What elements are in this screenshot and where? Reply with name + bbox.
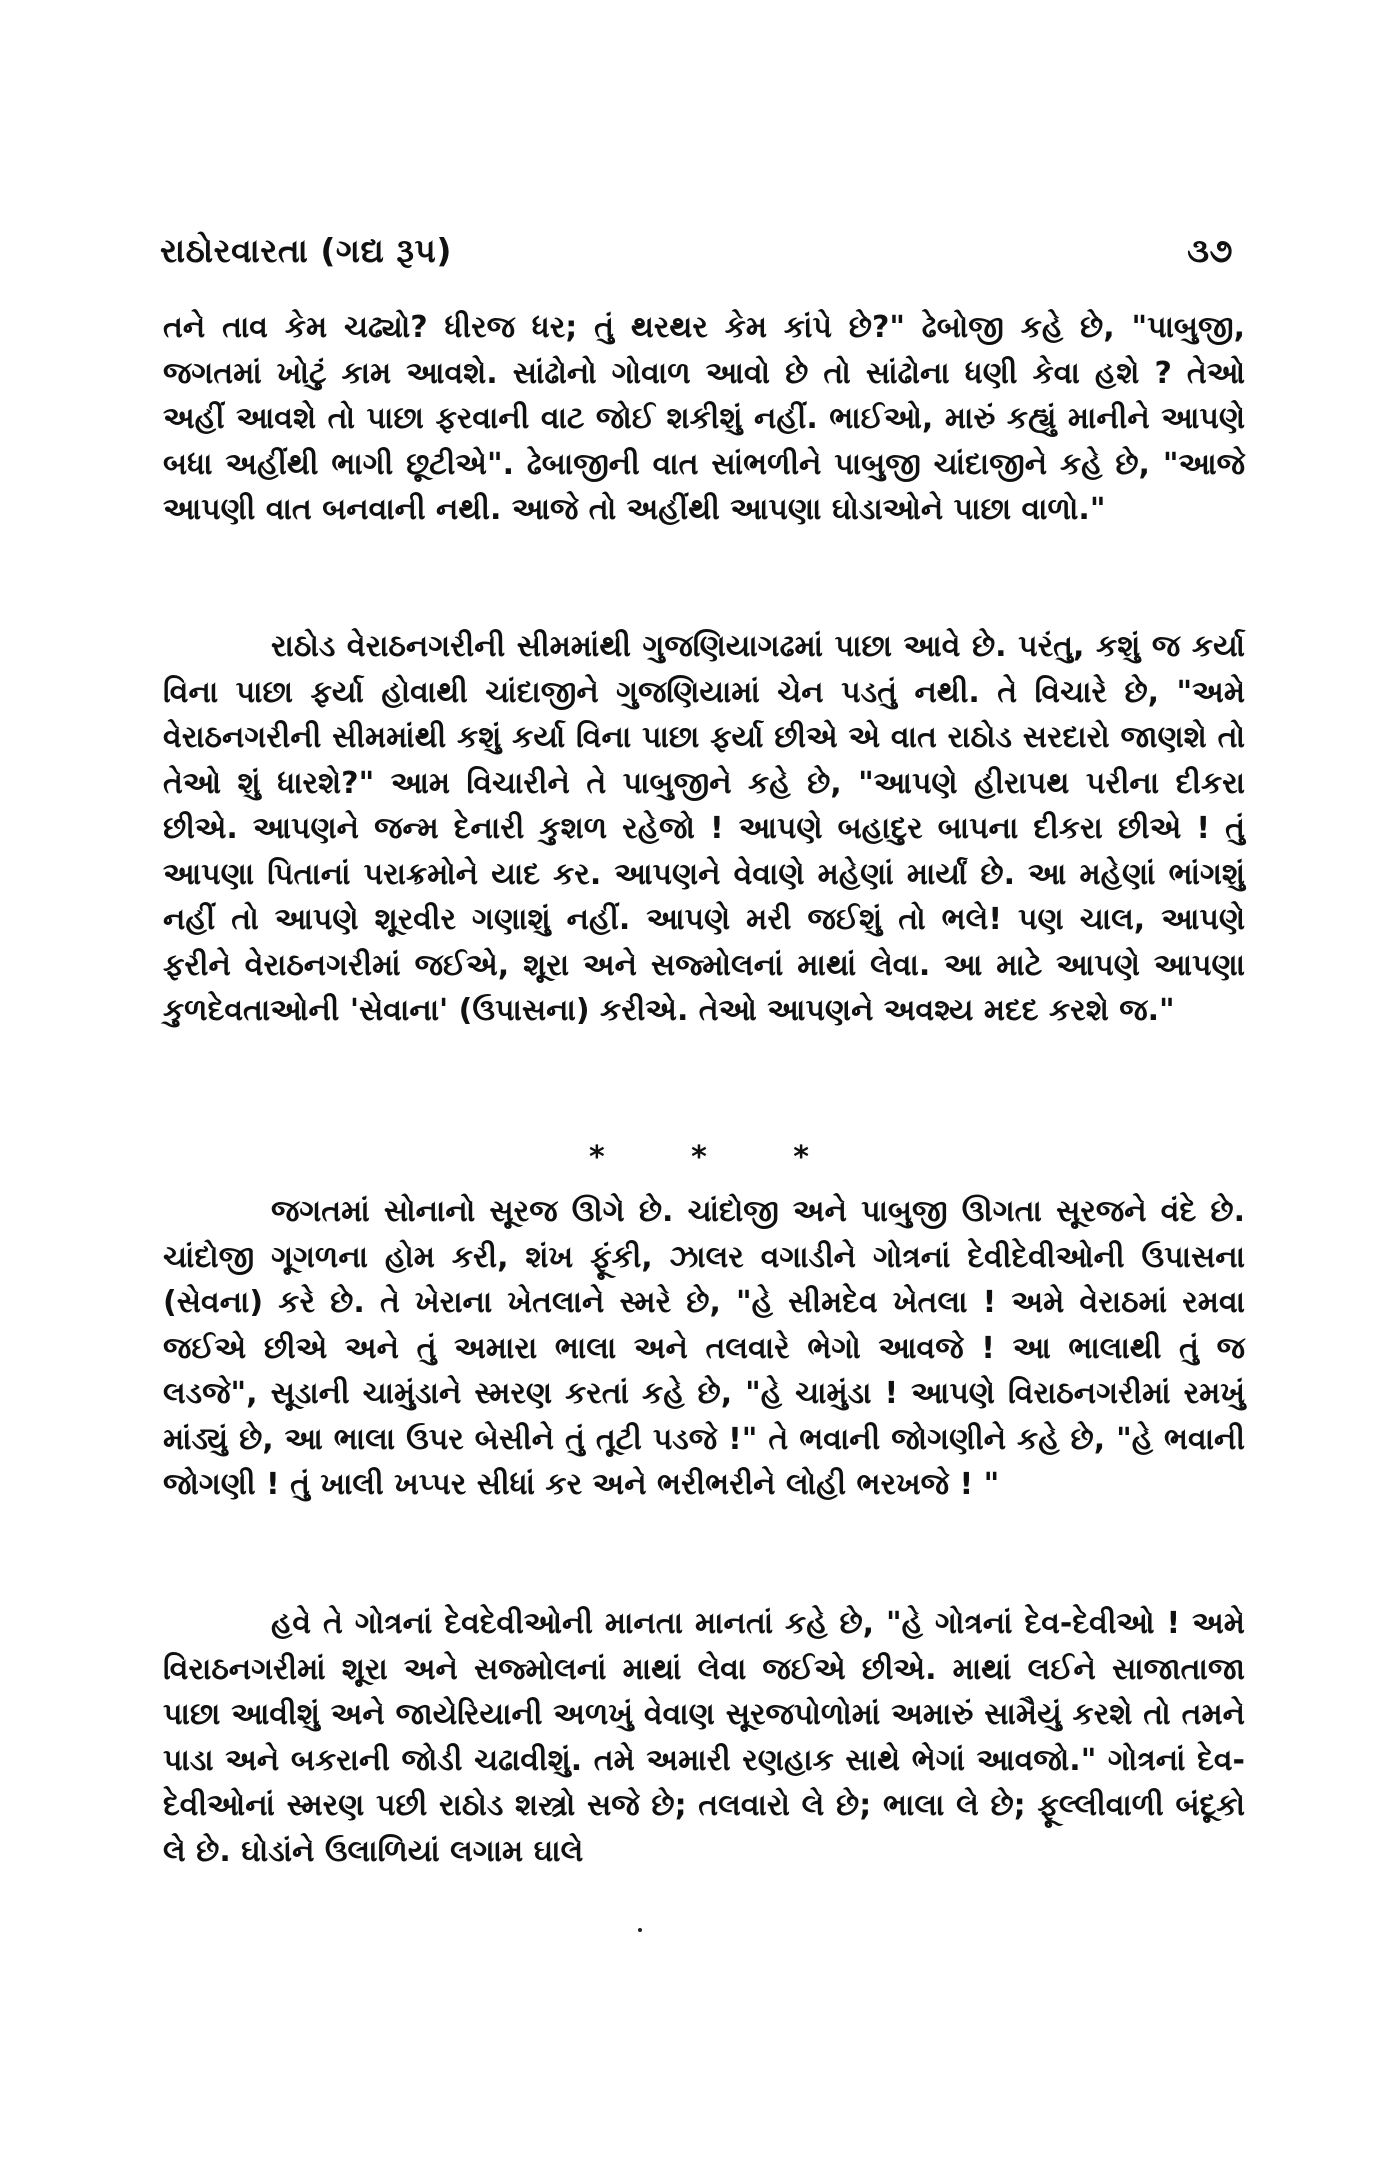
paragraph-vow: હવે તે ગોત્રનાં દેવદેવીઓની માનતા માનતાં કહે છે, "હે ગોત્રનાં દેવ-દેવીઓ ! અમે વિરાઠનગરીમાં શૂરા અને સજ્મોલનાં માથાં લેવા જઈએ છીએ. માથાં લઈને સાજાતાજા પાછા આવીશું અને જાયેરિયાની અળખું વેવાણ સૂરજપોળોમાં અમારું સામૈયું કરશે તો તમને પાડા અને બકરાની જોડી ચઢાવીશું. તમે અમારી રણહાક સાથે ભેગાં આવજો." ગોત્રનાં દેવ-દેવીઓનાં સ્મરણ પછી રાઠોડ શસ્ત્રો સજે છે; તલવારો લે છે; ભાલા લે છે; ફૂલ્લીવાળી બંદૂકો લે છે. ઘોડાંને ઉલાળિયાં લગામ ઘાલે <box>163 1606 1245 1869</box>
paragraph-continued: તને તાવ કેમ ચઢ્યો? ધીરજ ધર; તું થરથર કેમ કાંપે છે?" ઢેબોજી કહે છે, "પાબુજી, જગતમાં ખોટું કામ આવશે. સાંઢોનો ગોવાળ આવો છે તો સાંઢોના ધણી કેવા હશે ? તેઓ અહીં આવશે તો પાછા ફરવાની વાટ જોઈ શકીશું નહીં. ભાઈઓ, મારું કહ્યું માનીને આપણે બધા અહીંથી ભાગી છૂટીએ". ઢેબાજીની વાત સાંભળીને પાબુજી ચાંદાજીને કહે છે, "આજે આપણી વાત બનવાની નથી. આજે તો અહીંથી આપણા ઘોડાઓને પાછા વાળો." <box>163 310 1245 527</box>
paragraph-worship: જગતમાં સોનાનો સૂરજ ઊગે છે. ચાંદોજી અને પાબુજી ઊગતા સૂરજને વંદે છે. ચાંદોજી ગૂગળના હોમ કરી, શંખ ફૂંકી, ઝાલર વગાડીને ગોત્રનાં દેવીદેવીઓની ઉપાસના (સેવના) કરે છે. તે ખેરાના ખેતલાને સ્મરે છે, "હે સીમદેવ ખેતલા ! અમે વેરાઠમાં રમવા જઈએ છીએ અને તું અમારા ભાલા અને તલવારે ભેગો આવજે ! આ ભાલાથી તું જ લડજે", સૂડાની ચામુંડાને સ્મરણ કરતાં કહે છે, "હે ચામુંડા ! આપણે વિરાઠનગરીમાં રમખું માંડ્યું છે, આ ભાલા ઉપર બેસીને તું તૂટી પડજે !" તે ભવાની જોગણીને કહે છે, "હે ભવાની જોગણી ! તું ખાલી ખપ્પર સીધાં કર અને ભરીભરીને લોહી ભરખજે ! " <box>163 1194 1245 1502</box>
running-header <box>160 226 1233 276</box>
page-number: ૩૭ <box>1187 231 1233 270</box>
footer-mark <box>638 1928 642 1932</box>
section-separator: * * * <box>589 1140 847 1175</box>
paragraph-return: રાઠોડ વેરાઠનગરીની સીમમાંથી ગુજણિયાગઢમાં પાછા આવે છે. પરંતુ, કશું જ કર્યા વિના પાછા ફર્યા હોવાથી ચાંદાજીને ગુજણિયામાં ચેન પડતું નથી. તે વિચારે છે, "અમે વેરાઠનગરીની સીમમાંથી કશું કર્યા વિના પાછા ફર્યા છીએ એ વાત રાઠોડ સરદારો જાણશે તો તેઓ શું ધારશે?" આમ વિચારીને તે પાબુજીને કહે છે, "આપણે હીરાપથ પરીના દીકરા છીએ. આપણને જન્મ દેનારી કુશળ રહેજો ! આપણે બહાદુર બાપના દીકરા છીએ ! તું આપણા પિતાનાં પરાક્રમોને યાદ કર. આપણને વેવાણે મહેણાં માર્યાં છે. આ મહેણાં ભાંગશું નહીં તો આપણે શૂરવીર ગણાશું નહીં. આપણે મરી જઈશું તો ભલે! પણ ચાલ, આપણે ફરીને વેરાઠનગરીમાં જઈએ, શૂરા અને સજ્મોલનાં માથાં લેવા. આ માટે આપણે આપણા કુળદેવતાઓની 'સેવાના' (ઉપાસના) કરીએ. તેઓ આપણને અવશ્ય મદદ કરશે જ." <box>163 629 1245 1028</box>
running-title: રાઠોરવારતા (ગદ્ય રૂપ) <box>160 231 452 270</box>
